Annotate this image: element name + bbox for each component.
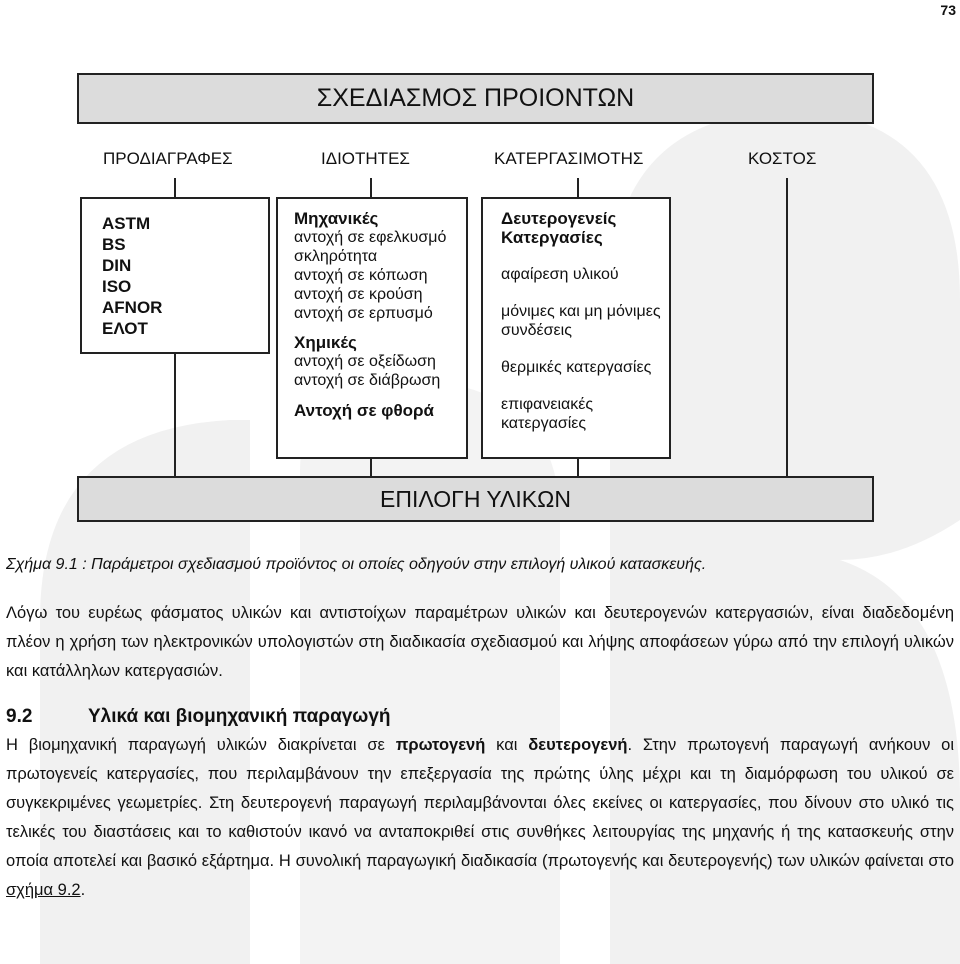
header-machinability: ΚΑΤΕΡΓΑΣΙΜΟΤΗΣ — [494, 149, 644, 168]
processing-title: Κατεργασίες — [501, 228, 603, 247]
property-item: αντοχή σε διάβρωση — [294, 372, 441, 389]
material-selection-bar — [77, 476, 874, 522]
paragraph-1: Λόγω του ευρέως φάσματος υλικών και αντιστοίχων παραμέτρων υλικών και δευτερογενών κατεργασιών, είναι διαδεδομένη πλέον η χρήση των ηλεκτρονικών υπολογιστών στη διαδικασία σχεδιασμού και λήψης αποφάσεων γύρω από την επιλογή υλικών και κατάλληλων κατεργασιών. — [6, 604, 954, 680]
properties-box — [276, 197, 468, 459]
column-line — [174, 178, 176, 198]
property-item: σκληρότητα — [294, 248, 378, 265]
property-item: αντοχή σε οξείδωση — [294, 353, 436, 370]
standard-item: AFNOR — [102, 298, 163, 317]
standard-item: ASTM — [102, 214, 151, 233]
processing-item: αφαίρεση υλικού — [501, 266, 619, 283]
processing-item: επιφανειακές — [501, 396, 594, 413]
chemical-title: Χημικές — [294, 333, 357, 352]
section-heading — [6, 706, 391, 728]
header-specifications: ΠΡΟΔΙΑΓΡΑΦΕΣ — [103, 149, 233, 168]
section-number: 9.2 — [6, 706, 33, 727]
property-item: αντοχή σε ερπυσμό — [294, 305, 433, 322]
standards-box — [80, 197, 270, 354]
property-item: αντοχή σε κόπωση — [294, 267, 428, 284]
product-design-bar — [77, 73, 874, 124]
column-line — [577, 178, 579, 198]
paragraph-2-text: και — [485, 736, 529, 754]
processing-item: μόνιμες και μη μόνιμες — [501, 303, 661, 320]
page-number: 73 — [940, 2, 956, 18]
paragraph-2-text: . Στην πρωτογενή παραγωγή ανήκουν οι πρωτογενείς κατεργασίες, που περιλαμβάνουν την επεξεργασία της πρώτης ύλης μέχρι και τη διαμόρφωση του υλικού σε συγκεκριμένες γεωμετρίες. Στη δευτερογενή παραγωγή περιλαμβάνονται όλες εκείνες οι κατεργασίες, που δίνουν στο υλικό τις τελικές του διαστάσεις και το καθιστούν ικανό να ανταποκριθεί στις συνθήκες λειτουργίας της μηχανής ή της κατασκευής στην οποία αποτελεί και βασικό εξάρτημα. Η συνολική παραγωγική διαδικασία (πρωτογενής και δευτερογενής) των υλικών φαίνεται στο — [6, 736, 955, 870]
connector-line — [370, 458, 372, 476]
wear-resistance-title: Αντοχή σε φθορά — [294, 401, 435, 420]
processing-item: κατεργασίες — [501, 415, 587, 432]
paragraph-2 — [6, 731, 954, 905]
figure-reference-link[interactable]: σχήμα 9.2 — [6, 881, 81, 899]
connector-line — [174, 352, 176, 476]
secondary-term: δευτερογενή — [528, 736, 628, 754]
paragraph-2-end: . — [80, 881, 86, 899]
processing-title: Δευτερογενείς — [501, 209, 617, 228]
material-selection-title: ΕΠΙΛΟΓΗ ΥΛΙΚΩΝ — [380, 485, 571, 512]
standard-item: ΕΛΟΤ — [102, 319, 148, 338]
processing-box — [481, 197, 671, 459]
property-item: αντοχή σε κρούση — [294, 286, 423, 303]
processing-item: θερμικές κατεργασίες — [501, 359, 652, 376]
product-design-title: ΣΧΕΔΙΑΣΜΟΣ ΠΡΟΙΟΝΤΩΝ — [316, 84, 635, 112]
cost-column-line — [786, 178, 788, 476]
section-title: Υλικά και βιομηχανική παραγωγή — [88, 706, 391, 727]
connector-line — [577, 458, 579, 476]
property-item: αντοχή σε εφελκυσμό — [294, 229, 447, 246]
standard-item: ISO — [102, 277, 132, 296]
processing-item: συνδέσεις — [501, 322, 572, 339]
standard-item: DIN — [102, 256, 132, 275]
column-line — [370, 178, 372, 198]
standard-item: BS — [102, 235, 126, 254]
header-properties: ΙΔΙΟΤΗΤΕΣ — [321, 149, 410, 168]
mechanical-title: Μηχανικές — [294, 209, 379, 228]
primary-term: πρωτογενή — [395, 736, 486, 754]
figure-caption: Σχήμα 9.1 : Παράμετροι σχεδιασμού προϊόντος οι οποίες οδηγούν στην επιλογή υλικού κατασκευής. — [6, 556, 707, 573]
header-cost: ΚΟΣΤΟΣ — [748, 149, 817, 168]
paragraph-2-text: Η βιομηχανική παραγωγή υλικών διακρίνεται σε — [6, 736, 396, 754]
